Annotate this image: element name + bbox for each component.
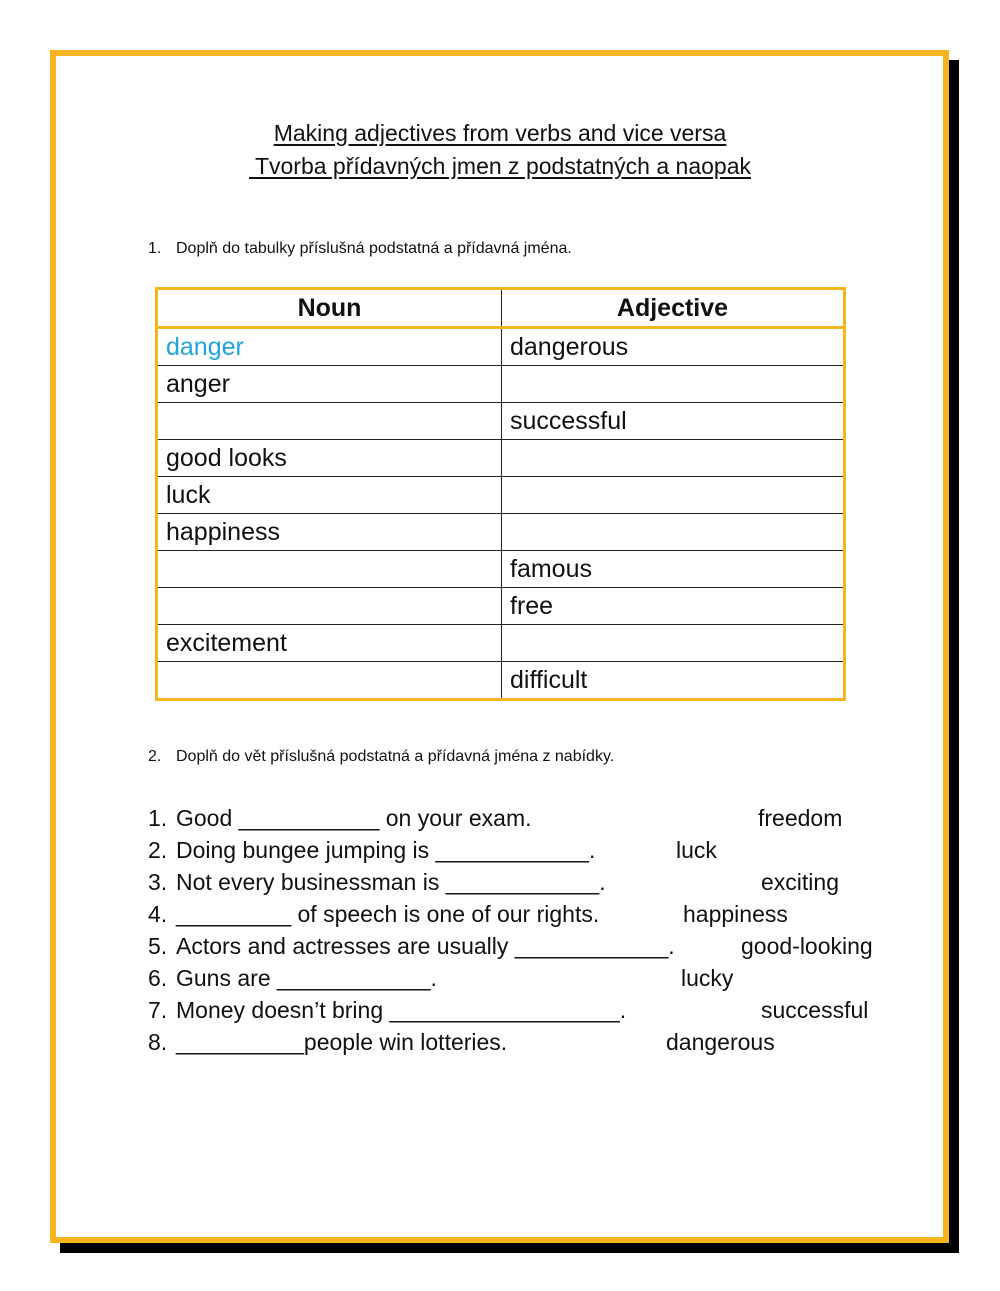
table-row bbox=[157, 551, 845, 588]
sentence-number: 7. bbox=[148, 997, 168, 1023]
noun-cell[interactable]: happiness bbox=[157, 514, 502, 551]
noun-cell[interactable]: excitement bbox=[157, 625, 502, 662]
sentence-number: 1. bbox=[148, 805, 168, 831]
exercise2-instruction bbox=[148, 748, 614, 766]
sentence-item[interactable] bbox=[148, 994, 675, 1026]
title-english: Making adjectives from verbs and vice versa bbox=[273, 120, 727, 146]
sentence-list bbox=[148, 802, 675, 1058]
table-row bbox=[157, 588, 845, 625]
sentence-text: Actors and actresses are usually ____________. bbox=[176, 933, 675, 959]
adjective-cell[interactable] bbox=[502, 477, 845, 514]
adjective-cell[interactable]: difficult bbox=[510, 665, 588, 694]
sentence-number: 3. bbox=[148, 869, 168, 895]
noun-cell[interactable]: good looks bbox=[157, 440, 502, 477]
sentence-text: Doing bungee jumping is ____________. bbox=[176, 837, 596, 863]
sentence-item[interactable] bbox=[148, 802, 675, 834]
adjective-cell: dangerous bbox=[502, 328, 845, 366]
table-row bbox=[157, 625, 845, 662]
table-row bbox=[157, 440, 845, 477]
noun-adjective-table bbox=[155, 287, 846, 701]
sentence-text: Not every businessman is ____________. bbox=[176, 869, 606, 895]
table-header-row bbox=[157, 289, 845, 328]
word-bank-item: happiness bbox=[683, 901, 788, 927]
noun-cell: danger bbox=[157, 328, 502, 366]
exercise1-instruction-text: Doplň do tabulky příslušná podstatná a přídavná jména. bbox=[176, 240, 572, 257]
adjective-cell[interactable]: free bbox=[502, 588, 845, 625]
sentence-item[interactable] bbox=[148, 866, 675, 898]
noun-cell[interactable] bbox=[157, 403, 502, 440]
word-bank-item: freedom bbox=[758, 805, 843, 831]
word-bank-item: lucky bbox=[681, 965, 734, 991]
sentence-text: _________ of speech is one of our rights. bbox=[176, 901, 600, 927]
word-bank-item: good-looking bbox=[741, 933, 873, 959]
sentence-number: 4. bbox=[148, 901, 168, 927]
sentence-text: Guns are ____________. bbox=[176, 965, 437, 991]
exercise1-instruction bbox=[148, 240, 572, 258]
adjective-cell[interactable] bbox=[502, 440, 845, 477]
exercise2-instruction-text: Doplň do vět příslušná podstatná a přídavná jména z nabídky. bbox=[176, 748, 615, 765]
adjective-cell[interactable] bbox=[502, 514, 845, 551]
sentence-number: 8. bbox=[148, 1029, 168, 1055]
noun-cell[interactable]: anger bbox=[157, 366, 502, 403]
adjective-cell[interactable]: successful bbox=[502, 403, 845, 440]
table-row bbox=[157, 328, 845, 366]
sentence-item[interactable] bbox=[148, 930, 675, 962]
sentence-text: Money doesn’t bring __________________. bbox=[176, 997, 627, 1023]
word-bank-item: successful bbox=[761, 997, 869, 1023]
sentence-text: Good ___________ on your exam. bbox=[176, 805, 532, 831]
sentence-number: 5. bbox=[148, 933, 168, 959]
noun-cell[interactable]: luck bbox=[157, 477, 502, 514]
table-row bbox=[157, 514, 845, 551]
table-row bbox=[157, 662, 845, 700]
word-bank-item: luck bbox=[676, 837, 717, 863]
noun-cell[interactable] bbox=[157, 588, 502, 625]
adjective-cell[interactable] bbox=[502, 625, 845, 662]
sentence-text: __________people win lotteries. bbox=[176, 1029, 508, 1055]
exercise2-number: 2. bbox=[148, 748, 162, 765]
table-row bbox=[157, 403, 845, 440]
sentence-item[interactable] bbox=[148, 1026, 675, 1058]
sentence-item[interactable] bbox=[148, 898, 675, 930]
noun-cell[interactable] bbox=[157, 662, 502, 700]
sentence-item[interactable] bbox=[148, 834, 675, 866]
sentence-number: 2. bbox=[148, 837, 168, 863]
adjective-cell[interactable] bbox=[502, 366, 845, 403]
table-row bbox=[157, 477, 845, 514]
header-noun: Noun bbox=[157, 289, 502, 328]
table-row bbox=[157, 366, 845, 403]
exercise1-number: 1. bbox=[148, 240, 162, 257]
word-bank-item: dangerous bbox=[666, 1029, 775, 1055]
adjective-cell[interactable]: famous bbox=[502, 551, 845, 588]
sentence-number: 6. bbox=[148, 965, 168, 991]
title-czech: Tvorba přídavných jmen z podstatných a naopak bbox=[248, 153, 752, 179]
word-bank-item: exciting bbox=[761, 869, 839, 895]
sentence-item[interactable] bbox=[148, 962, 675, 994]
noun-cell[interactable] bbox=[157, 551, 502, 588]
header-adjective: Adjective bbox=[502, 289, 845, 328]
